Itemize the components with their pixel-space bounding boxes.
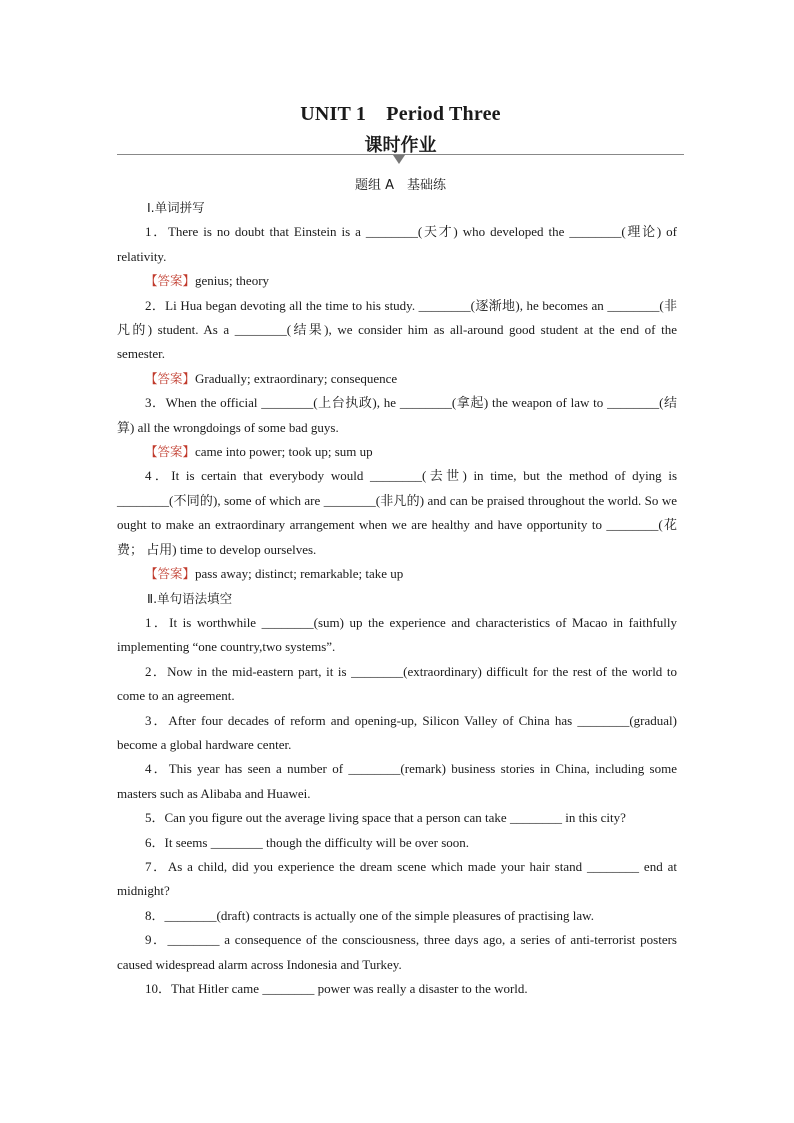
question-2-7: 7．As a child, did you experience the dream scene which made your hair stand ________ end at midnight? xyxy=(117,858,677,899)
question-2-8: 8．________(draft) contracts is actually one of the simple pleasures of practising law. xyxy=(145,907,594,923)
section-heading-2: Ⅱ.单句语法填空 xyxy=(147,590,233,606)
answer-text: Gradually; extraordinary; consequence xyxy=(195,370,398,386)
page-title: UNIT 1 Period Three xyxy=(300,103,501,125)
page-subtitle: 课时作业 xyxy=(364,135,437,156)
answer-text: came into power; took up; sum up xyxy=(195,444,373,460)
answer-tag: 【答案】 xyxy=(145,273,196,289)
question-2-3: 3．After four decades of reform and opening-up, Silicon Valley of China has ________(gradual) become a global hardware center. xyxy=(117,712,677,752)
answer-tag: 【答案】 xyxy=(145,370,196,386)
group-heading: 题组 A 基础练 xyxy=(354,178,447,193)
question-2-10: 10．That Hitler came ________ power was really a disaster to the world. xyxy=(145,981,528,996)
answer-1-1 xyxy=(117,269,677,293)
question-2-5: 5．Can you figure out the average living space that a person can take ________ in this city? xyxy=(145,810,626,826)
answer-1-4 xyxy=(117,562,677,586)
triangle-marker-icon xyxy=(393,155,405,164)
question-2-9: 9．________ a consequence of the consciousness, three days ago, a series of anti-terrorist posters caused widespread alarm across Indonesia and Turkey. xyxy=(117,932,677,972)
answer-1-2 xyxy=(117,367,677,391)
worksheet-body xyxy=(117,196,677,1001)
question-2-2: 2．Now in the mid-eastern part, it is ________(extraordinary) difficult for the rest of the world to come to an agreement. xyxy=(117,663,677,704)
question-2-1: 1．It is worthwhile ________(sum) up the experience and characteristics of Macao in faithfully implementing “one country,two systems”. xyxy=(117,614,677,655)
answer-1-3 xyxy=(117,440,677,464)
question-2-6: 6．It seems ________ though the difficulty will be over soon. xyxy=(145,834,469,850)
answer-tag: 【答案】 xyxy=(145,444,196,460)
answer-text: pass away; distinct; remarkable; take up xyxy=(195,566,404,582)
question-1-1: 1．There is no doubt that Einstein is a ________(天才) who developed the ________(理论) of relativity. xyxy=(117,224,677,264)
answer-tag: 【答案】 xyxy=(145,566,196,582)
question-2-4: 4．This year has seen a number of ________(remark) business stories in China, including some masters such as Alibaba and Huawei. xyxy=(117,761,677,801)
question-1-3: 3．When the official ________(上台执政), he ________(拿起) the weapon of law to ________(结算) all the wrongdoings of some bad guys. xyxy=(117,395,677,435)
question-1-4: 4．It is certain that everybody would ________(去世) in time, but the method of dying is ________(不同的), some of which are ________(非凡的) and can be praised throughout the world. So we ought to make an extraordinary arrangement when we are healthy and have opportunity to ________(花费； 占用) time to develop ourselves. xyxy=(117,468,677,557)
section-heading-1: Ⅰ.单词拼写 xyxy=(147,200,205,215)
answer-text: genius; theory xyxy=(195,273,270,289)
question-1-2: 2．Li Hua began devoting all the time to his study. ________(逐渐地), he becomes an ________(非凡的) student. As a ________(结果), we consider him as all-around good student at the end of the semester. xyxy=(117,297,677,362)
